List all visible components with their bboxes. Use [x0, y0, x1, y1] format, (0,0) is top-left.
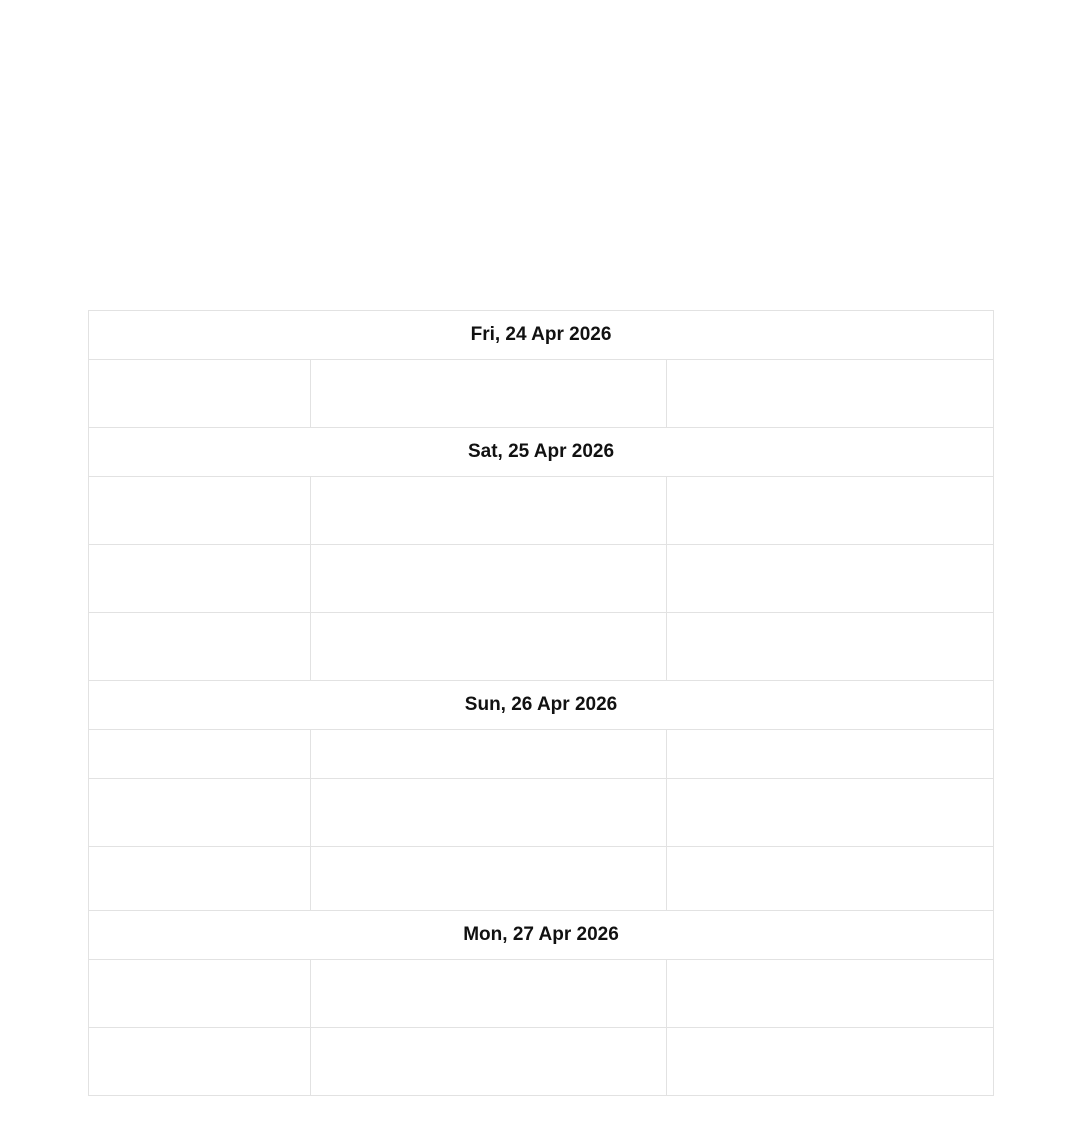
schedule-table — [88, 310, 994, 1096]
table-row[interactable] — [89, 847, 994, 911]
table-row[interactable] — [89, 779, 994, 847]
table-cell[interactable] — [311, 730, 667, 779]
table-cell[interactable] — [667, 360, 994, 428]
table-cell[interactable] — [89, 360, 311, 428]
table-cell[interactable] — [89, 477, 311, 545]
table-row[interactable] — [89, 730, 994, 779]
table-cell[interactable] — [311, 847, 667, 911]
table-cell[interactable] — [89, 545, 311, 613]
table-cell[interactable] — [89, 613, 311, 681]
table-cell[interactable] — [89, 1028, 311, 1096]
table-cell[interactable] — [667, 613, 994, 681]
table-cell[interactable] — [667, 477, 994, 545]
day-header-row — [89, 428, 994, 477]
table-row[interactable] — [89, 477, 994, 545]
table-cell[interactable] — [311, 545, 667, 613]
table-row[interactable] — [89, 960, 994, 1028]
day-header-row — [89, 911, 994, 960]
table-row[interactable] — [89, 360, 994, 428]
table-cell[interactable] — [667, 960, 994, 1028]
table-cell[interactable] — [311, 779, 667, 847]
table-cell[interactable] — [667, 730, 994, 779]
day-header-row — [89, 311, 994, 360]
day-header-row — [89, 681, 994, 730]
table-cell[interactable] — [89, 960, 311, 1028]
table-row[interactable] — [89, 1028, 994, 1096]
table-cell[interactable] — [667, 779, 994, 847]
day-header: Sat, 25 Apr 2026 — [89, 428, 994, 477]
table-cell[interactable] — [311, 960, 667, 1028]
day-header: Mon, 27 Apr 2026 — [89, 911, 994, 960]
table-cell[interactable] — [311, 360, 667, 428]
day-header: Sun, 26 Apr 2026 — [89, 681, 994, 730]
table-cell[interactable] — [311, 613, 667, 681]
table-cell[interactable] — [311, 1028, 667, 1096]
table-cell[interactable] — [89, 847, 311, 911]
table-cell[interactable] — [667, 1028, 994, 1096]
table-cell[interactable] — [89, 779, 311, 847]
table-cell[interactable] — [311, 477, 667, 545]
table-cell[interactable] — [667, 545, 994, 613]
table-row[interactable] — [89, 545, 994, 613]
table-cell[interactable] — [89, 730, 311, 779]
table-cell[interactable] — [667, 847, 994, 911]
table-row[interactable] — [89, 613, 994, 681]
day-header: Fri, 24 Apr 2026 — [89, 311, 994, 360]
